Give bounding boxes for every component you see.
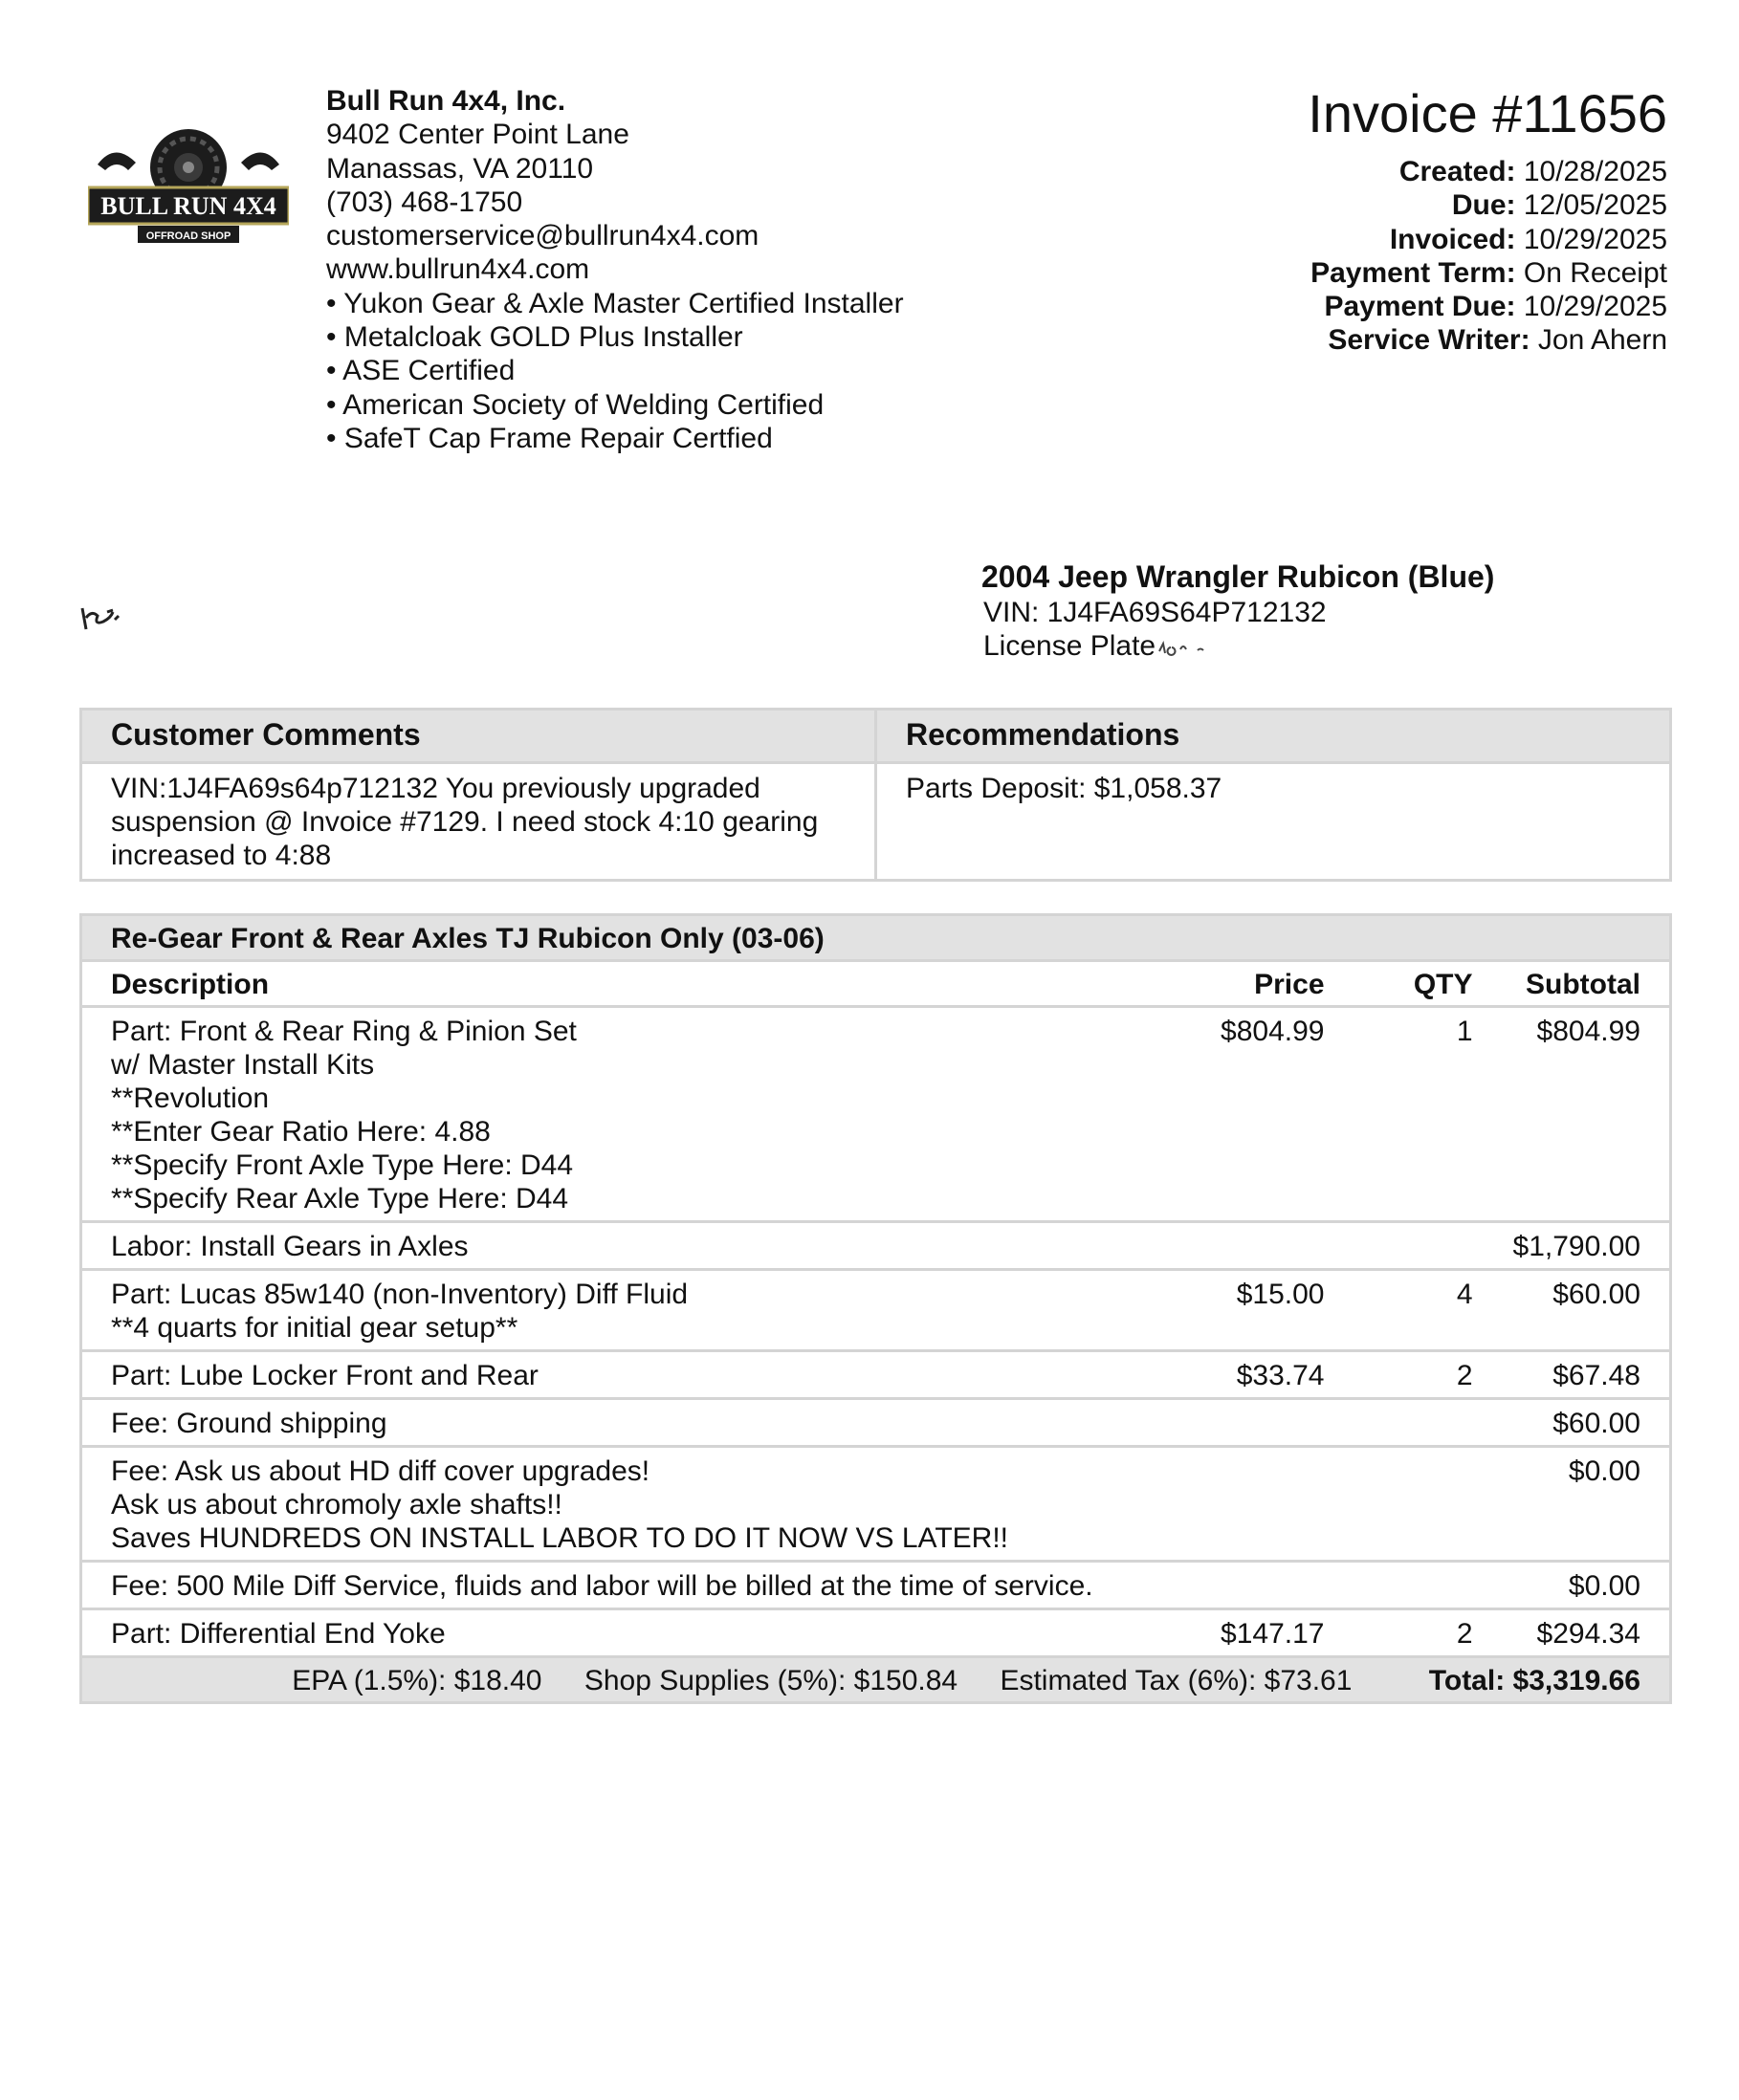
item-qty: 2 (1325, 1609, 1473, 1657)
table-row (81, 1351, 1671, 1399)
estimated-tax: Estimated Tax (6%): $73.61 (1000, 1665, 1353, 1696)
item-price: $15.00 (1153, 1270, 1325, 1351)
company-phone[interactable]: (703) 468-1750 (326, 186, 523, 218)
table-row (81, 1222, 1671, 1270)
logo-subtext: OFFROAD SHOP (145, 230, 231, 242)
customer-comments-header: Customer Comments (81, 710, 876, 763)
column-header-subtotal: Subtotal (1473, 961, 1671, 1007)
item-description: Part: Lube Locker Front and Rear (81, 1351, 1153, 1399)
company-website[interactable]: www.bullrun4x4.com (326, 253, 590, 286)
certification-item: • Yukon Gear & Axle Master Certified Installer (326, 287, 904, 319)
company-email[interactable]: customerservice@bullrun4x4.com (326, 220, 759, 252)
recommendations-header: Recommendations (876, 710, 1671, 763)
certification-item: • American Society of Welding Certified (326, 388, 825, 421)
item-subtotal: $804.99 (1473, 1007, 1671, 1222)
table-row (81, 1007, 1671, 1222)
table-row (81, 1399, 1671, 1447)
item-price: $147.17 (1153, 1609, 1325, 1657)
invoice-title: Invoice #11656 (1308, 83, 1667, 143)
item-price (1153, 1222, 1325, 1270)
item-description: Fee: 500 Mile Diff Service, fluids and labor will be billed at the time of service. (81, 1562, 1473, 1609)
invoice-field-service-writer: Service Writer: Jon Ahern (1328, 324, 1667, 357)
item-description: Part: Front & Rear Ring & Pinion Set w/ Master Install Kits **Revolution **Enter Gear Ratio Here: 4.88 **Specify Front Axle Type Here: D44 **Specify Rear Axle Type Here: D44 (81, 1007, 1153, 1222)
certification-item: • Metalcloak GOLD Plus Installer (326, 321, 743, 354)
vehicle-vin: VIN: 1J4FA69S64P712132 (983, 597, 1327, 628)
plate-scribble (1156, 638, 1213, 657)
invoice-total: Total: $3,319.66 (1428, 1665, 1640, 1696)
column-header-qty: QTY (1325, 961, 1473, 1007)
item-qty: 1 (1325, 1007, 1473, 1222)
table-row (81, 1447, 1671, 1562)
epa-fee: EPA (1.5%): $18.40 (292, 1665, 542, 1696)
company-logo (88, 124, 289, 258)
item-qty (1325, 1399, 1473, 1447)
item-description: Part: Lucas 85w140 (non-Inventory) Diff Fluid **4 quarts for initial gear setup** (81, 1270, 1153, 1351)
shop-supplies-fee: Shop Supplies (5%): $150.84 (583, 1665, 958, 1696)
line-items-table (79, 913, 1672, 1704)
company-name: Bull Run 4x4, Inc. (326, 85, 566, 117)
column-header-price: Price (1153, 961, 1325, 1007)
item-qty (1325, 1447, 1473, 1562)
item-price: $33.74 (1153, 1351, 1325, 1399)
company-address-line2: Manassas, VA 20110 (326, 152, 594, 185)
item-subtotal: $294.34 (1473, 1609, 1671, 1657)
vehicle-info (983, 560, 1494, 663)
item-description: Labor: Install Gears in Axles (81, 1222, 1153, 1270)
totals-row (81, 1657, 1671, 1703)
item-price (1153, 1399, 1325, 1447)
company-address-line1: 9402 Center Point Lane (326, 119, 629, 151)
item-subtotal: $60.00 (1473, 1270, 1671, 1351)
invoice-info (1308, 84, 1667, 358)
signature-scribble (78, 601, 126, 639)
table-row (81, 1270, 1671, 1351)
invoice-field-payment-due: Payment Due: 10/29/2025 (1324, 291, 1667, 323)
item-subtotal: $1,790.00 (1473, 1222, 1671, 1270)
comments-table (79, 708, 1672, 882)
invoice-field-due: Due: 12/05/2025 (1451, 189, 1667, 222)
logo-text: BULL RUN 4X4 (100, 192, 276, 220)
item-price: $804.99 (1153, 1007, 1325, 1222)
item-subtotal: $0.00 (1473, 1562, 1671, 1609)
certification-item: • SafeT Cap Frame Repair Certfied (326, 422, 773, 454)
item-subtotal: $0.00 (1473, 1447, 1671, 1562)
vehicle-plate: License Plate (983, 629, 1494, 663)
item-description: Fee: Ground shipping (81, 1399, 1153, 1447)
item-qty: 2 (1325, 1351, 1473, 1399)
item-qty: 4 (1325, 1270, 1473, 1351)
item-description: Part: Differential End Yoke (81, 1609, 1153, 1657)
invoice-field-created: Created: 10/28/2025 (1398, 156, 1667, 187)
line-items-body (81, 1007, 1671, 1657)
company-info (326, 84, 904, 455)
invoice-field-invoiced: Invoiced: 10/29/2025 (1389, 223, 1667, 255)
item-qty (1325, 1222, 1473, 1270)
vehicle-title: 2004 Jeep Wrangler Rubicon (Blue) (981, 559, 1495, 594)
recommendations-text: Parts Deposit: $1,058.37 (876, 763, 1671, 881)
certification-item: • ASE Certified (326, 355, 516, 387)
customer-comments-text: VIN:1J4FA69s64p712132 You previously upgraded suspension @ Invoice #7129. I need stock 4:10 gearing increased to 4:88 (81, 763, 876, 881)
job-title: Re-Gear Front & Rear Axles TJ Rubicon Only (03-06) (81, 915, 1671, 961)
invoice-field-payment-term: Payment Term: On Receipt (1310, 256, 1667, 289)
item-subtotal: $60.00 (1473, 1399, 1671, 1447)
column-header-description: Description (81, 961, 1153, 1007)
table-row (81, 1562, 1671, 1609)
item-price (1153, 1447, 1325, 1562)
table-row (81, 1609, 1671, 1657)
item-description: Fee: Ask us about HD diff cover upgrades! Ask us about chromoly axle shafts!! Saves HUNDREDS ON INSTALL LABOR TO DO IT NOW VS LATER!! (81, 1447, 1153, 1562)
item-subtotal: $67.48 (1473, 1351, 1671, 1399)
